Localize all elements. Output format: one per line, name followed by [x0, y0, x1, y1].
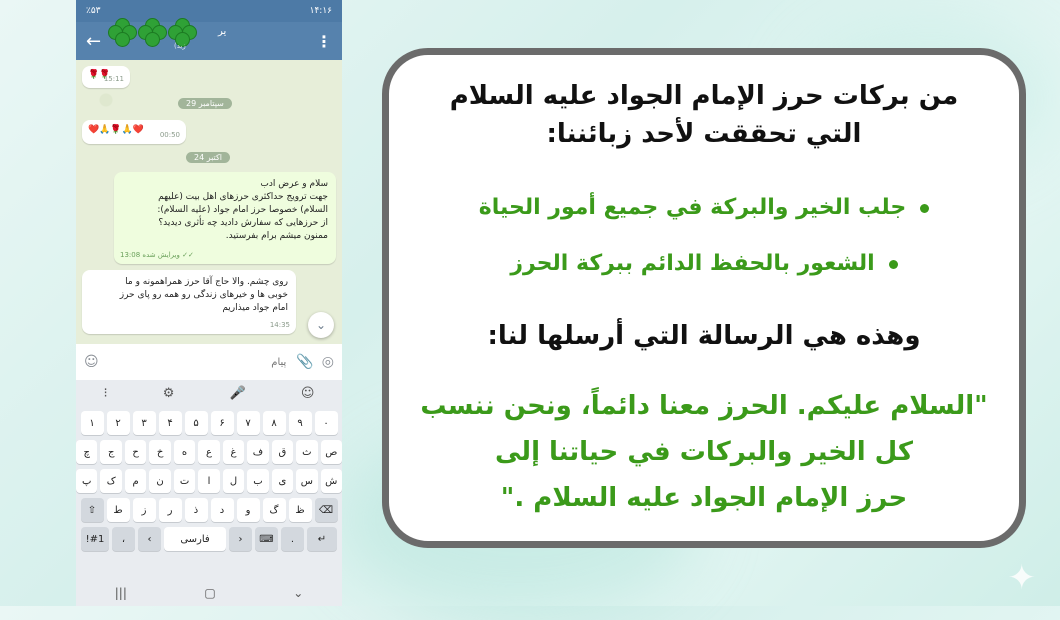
quote-line: حرز الإمام الجواد عليه السلام ."	[500, 483, 908, 513]
bullet-dot	[889, 260, 898, 269]
message-text: ❤️🙏🌹🙏❤️	[88, 125, 145, 135]
keyboard-row	[76, 469, 342, 493]
emoji-keyboard-icon[interactable]: ☺	[300, 385, 315, 401]
emoji-icon[interactable]: ☺	[84, 354, 99, 370]
keyboard-key[interactable]: ۸	[263, 411, 286, 435]
keyboard-key[interactable]: ح	[125, 440, 146, 464]
keyboard-key[interactable]: ر	[159, 498, 182, 522]
recents-icon[interactable]: |||	[114, 586, 127, 600]
read-check-icon: ✓✓	[182, 251, 194, 259]
keyboard-key[interactable]: ۲	[107, 411, 130, 435]
card-subtitle: وهذه هي الرسالة التي أرسلها لنا:	[487, 321, 921, 351]
keyboard-key[interactable]: ۹	[289, 411, 312, 435]
keyboard-key[interactable]: .	[281, 527, 304, 551]
keyboard-key[interactable]: ن	[149, 469, 170, 493]
keyboard-key[interactable]: ی	[272, 469, 293, 493]
clock: ۱۴:۱۶	[309, 6, 332, 16]
keyboard-row	[76, 411, 342, 435]
message-line: جهت ترویج حداکثری حرزهای اهل بیت (علیهم	[158, 192, 328, 202]
keyboard-key[interactable]: ،	[112, 527, 135, 551]
keyboard-key[interactable]: ع	[198, 440, 219, 464]
keyboard-key[interactable]: ل	[223, 469, 244, 493]
keyboard-key[interactable]: پ	[76, 469, 97, 493]
keyboard-key[interactable]: فارسی	[164, 527, 226, 551]
keyboard-key[interactable]: ط	[107, 498, 130, 522]
quote-line: كل الخير والبركات في حياتنا إلى	[495, 437, 913, 467]
keyboard-key[interactable]: ⌨	[255, 527, 278, 551]
message-bubble[interactable]	[82, 270, 296, 334]
keyboard-key[interactable]: ه	[174, 440, 195, 464]
message-time: 00:50	[159, 131, 180, 139]
keyboard-key[interactable]: ↵	[307, 527, 337, 551]
message-line: امام جواد میذاریم	[222, 303, 288, 313]
bullet-dot	[920, 204, 929, 213]
keyboard-key[interactable]: ف	[247, 440, 268, 464]
keyboard-key[interactable]: ص	[321, 440, 342, 464]
keyboard-key[interactable]: ب	[247, 469, 268, 493]
keyboard-key[interactable]: ۷	[237, 411, 260, 435]
bullet-item	[389, 251, 1019, 276]
keyboard-key[interactable]: ⌫	[315, 498, 338, 522]
chat-header	[76, 22, 342, 60]
keyboard-key[interactable]: م	[125, 469, 146, 493]
edited-label: ویرایش شده	[142, 251, 180, 259]
chat-area[interactable]	[76, 60, 342, 344]
keyboard-key[interactable]: غ	[223, 440, 244, 464]
message-line: السلام) خصوصا حرز امام جواد (علیه السلام):	[157, 205, 328, 215]
keyboard-row	[76, 527, 342, 551]
mic-icon[interactable]: 🎤	[229, 385, 246, 401]
keyboard-key[interactable]: ⇧	[81, 498, 104, 522]
battery-label: ٪۵۳	[86, 6, 101, 16]
message-bubble[interactable]	[82, 120, 186, 144]
message-time: 14:35	[269, 321, 290, 329]
keyboard-key[interactable]: ق	[272, 440, 293, 464]
keyboard-key[interactable]: ا	[198, 469, 219, 493]
card-title-line1: من بركات حرز الإمام الجواد عليه السلام	[449, 81, 959, 111]
camera-icon[interactable]: ◎	[321, 354, 334, 370]
keyboard-row	[76, 440, 342, 464]
keyboard-key[interactable]: ۵	[185, 411, 208, 435]
hide-keyboard-icon[interactable]: ⌄	[293, 586, 304, 600]
keyboard-key[interactable]: ظ	[289, 498, 312, 522]
message-line: از حرزهایی که سفارش دادید چه تأثری دیدید؟	[158, 218, 328, 228]
message-line: روی چشم. والا حاج آقا حرز همراهمونه و ما	[125, 277, 288, 287]
message-line: ممنون میشم برام بفرستید.	[225, 231, 328, 241]
keyboard-key[interactable]: ‹	[138, 527, 161, 551]
sparkle-icon: ✦	[1007, 558, 1036, 598]
keyboard-key[interactable]: ۴	[159, 411, 182, 435]
keyboard-key[interactable]: ›	[229, 527, 252, 551]
date-separator: سپتامبر 29	[178, 98, 232, 109]
phone-screenshot	[76, 0, 342, 606]
keyboard-key[interactable]: ت	[174, 469, 195, 493]
message-meta	[120, 249, 194, 262]
more-menu-icon[interactable]: ⋮	[316, 31, 332, 51]
keyboard-key[interactable]: ش	[321, 469, 342, 493]
keyboard-key[interactable]: ز	[133, 498, 156, 522]
keyboard-key[interactable]: ۱	[81, 411, 104, 435]
attach-icon[interactable]: 📎	[296, 354, 314, 370]
keyboard	[76, 380, 342, 606]
keyboard-toolbar	[76, 380, 342, 406]
bullet-text: الشعور بالحفظ الدائم ببركة الحرز	[510, 251, 875, 276]
chat-name: یر	[218, 26, 227, 37]
keyboard-key[interactable]: گ	[263, 498, 286, 522]
keyboard-key[interactable]: خ	[149, 440, 170, 464]
keyboard-key[interactable]: ۰	[315, 411, 338, 435]
keyboard-key[interactable]: چ	[76, 440, 97, 464]
message-text: 🌹🌹	[88, 70, 111, 80]
keyboard-key[interactable]: ذ	[185, 498, 208, 522]
message-time: 13:08	[120, 251, 141, 259]
testimonial-card	[382, 48, 1026, 548]
keyboard-key[interactable]: !#1	[81, 527, 109, 551]
keyboard-key[interactable]: ج	[100, 440, 121, 464]
keyboard-key[interactable]: س	[296, 469, 317, 493]
message-line: خوبی ها و خیرهای زندگی رو همه رو پای حرز	[119, 290, 288, 300]
keyboard-row	[76, 498, 342, 522]
clover-icon	[138, 18, 166, 46]
clover-icon	[108, 18, 136, 46]
message-bubble-outgoing[interactable]	[114, 172, 336, 264]
system-nav-bar	[76, 580, 342, 606]
message-time: 15:11	[103, 75, 124, 83]
card-title-line2: التي تحققت لأحد زبائننا:	[546, 119, 862, 149]
keyboard-key[interactable]: ۳	[133, 411, 156, 435]
back-arrow-icon[interactable]: ←	[86, 30, 102, 52]
keyboard-key[interactable]: ک	[100, 469, 121, 493]
keyboard-key[interactable]: ث	[296, 440, 317, 464]
message-bubble[interactable]	[82, 66, 130, 88]
apps-icon[interactable]: ⁝	[103, 385, 108, 401]
bullet-text: جلب الخير والبركة في جميع أمور الحياة	[478, 195, 907, 220]
message-input-bar	[76, 344, 342, 380]
message-line: سلام و عرض ادب	[260, 179, 328, 189]
keyboard-key[interactable]: و	[237, 498, 260, 522]
quote-line: "السلام عليكم. الحرز معنا دائماً، ونحن ننسب	[420, 391, 988, 421]
home-icon[interactable]: ▢	[204, 586, 216, 600]
scroll-down-button[interactable]: ⌄	[308, 312, 334, 338]
bullet-item	[389, 195, 1019, 220]
date-separator: اکتبر 24	[186, 152, 230, 163]
message-input[interactable]	[107, 356, 289, 369]
keyboard-key[interactable]: ۶	[211, 411, 234, 435]
settings-icon[interactable]: ⚙	[162, 385, 175, 401]
keyboard-key[interactable]: د	[211, 498, 234, 522]
chat-subtitle: (زید	[174, 42, 186, 50]
